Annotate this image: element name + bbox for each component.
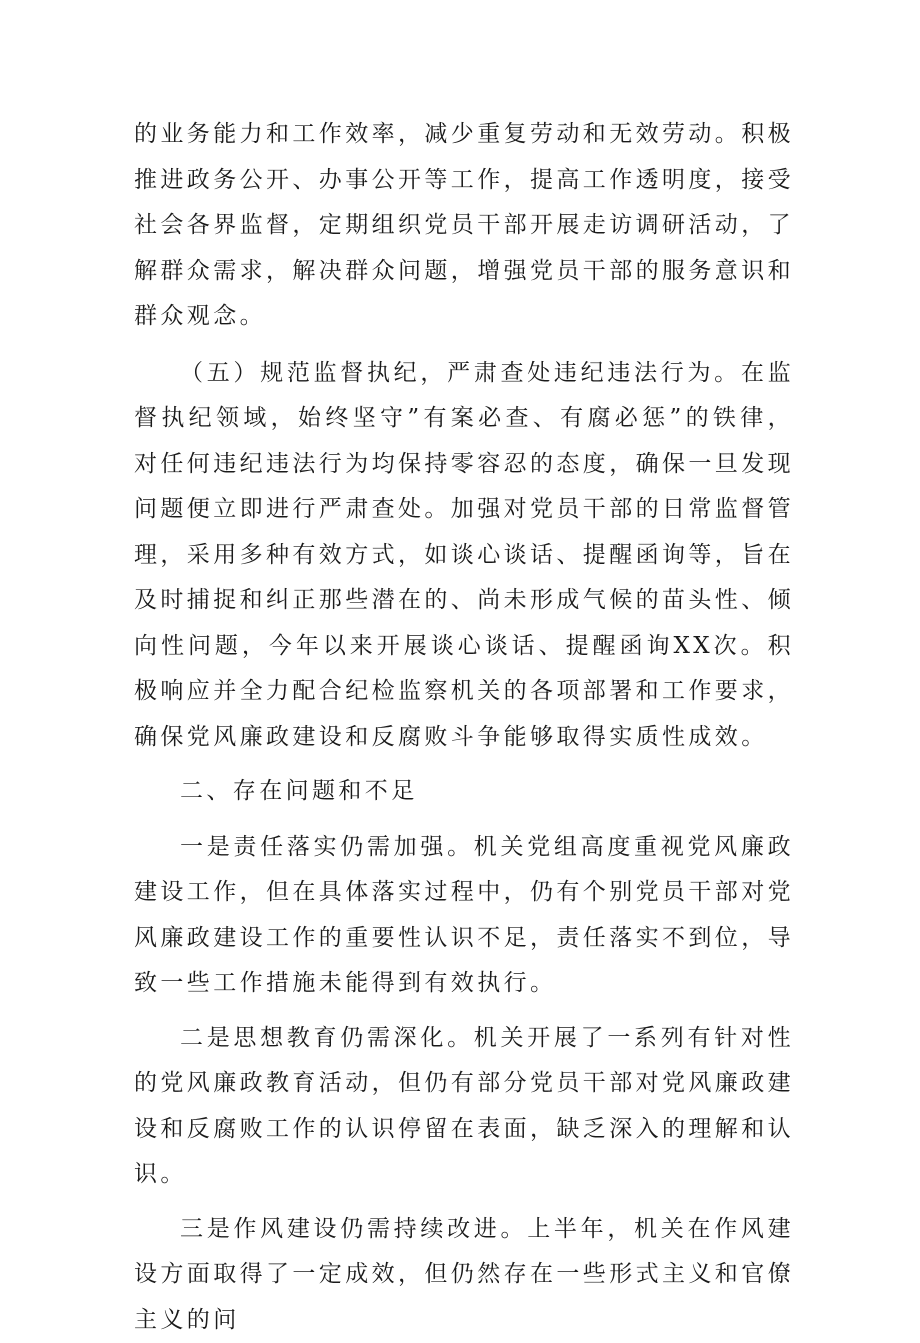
- paragraph-supervision-discipline: （五）规范监督执纪，严肃查处违纪违法行为。在监督执纪领域，始终坚守”有案必查、有腐必惩”的铁律，对任何违纪违法行为均保持零容忍的态度，确保一旦发现问题便立即进行严肃查处。加强对党员干部的日常监督管理，采用多种有效方式，如谈心谈话、提醒函询等，旨在及时捕捉和纠正那些潜在的、尚未形成气候的苗头性、倾向性问题，今年以来开展谈心谈话、提醒函询XX次。积极响应并全力配合纪检监察机关的各项部署和工作要求，确保党风廉政建设和反腐败斗争能够取得实质性成效。: [134, 351, 794, 761]
- paragraph-problem-work-style: 三是作风建设仍需持续改进。上半年，机关在作风建设方面取得了一定成效，但仍然存在一些形式主义和官僚主义的问: [134, 1207, 794, 1343]
- paragraph-problem-responsibility: 一是责任落实仍需加强。机关党组高度重视党风廉政建设工作，但在具体落实过程中，仍有个别党员干部对党风廉政建设工作的重要性认识不足，责任落实不到位，导致一些工作措施未能得到有效执行。: [134, 825, 794, 1007]
- section-heading-problems: 二、存在问题和不足: [134, 769, 794, 815]
- paragraph-problem-education: 二是思想教育仍需深化。机关开展了一系列有针对性的党风廉政教育活动，但仍有部分党员干部对党风廉政建设和反腐败工作的认识停留在表面，缺乏深入的理解和认识。: [134, 1016, 794, 1198]
- paragraph-service-efficiency: 的业务能力和工作效率，减少重复劳动和无效劳动。积极推进政务公开、办事公开等工作，提高工作透明度，接受社会各界监督，定期组织党员干部开展走访调研活动，了解群众需求，解决群众问题，增强党员干部的服务意识和群众观念。: [134, 112, 794, 340]
- document-body: [134, 112, 794, 1343]
